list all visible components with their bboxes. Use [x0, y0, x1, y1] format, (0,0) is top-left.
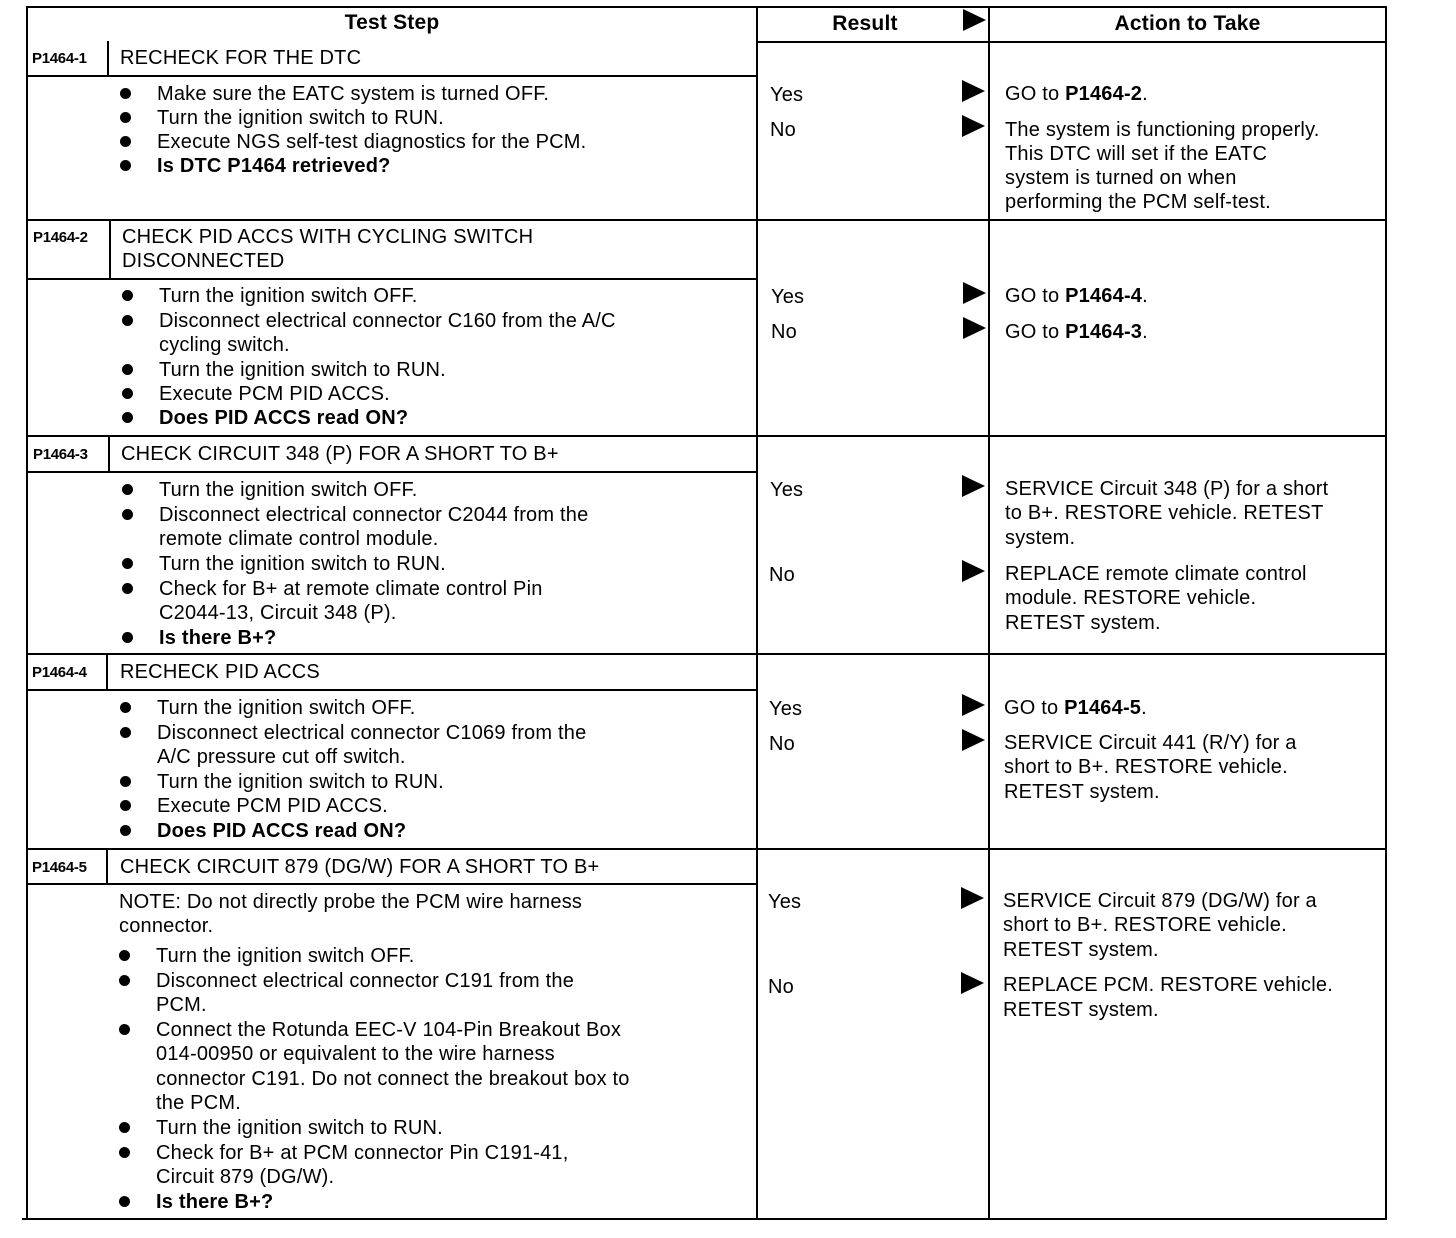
- bullet-text: Connect the Rotunda EEC-V 104-Pin Breakout Box: [156, 1019, 622, 1041]
- bullet-icon: [122, 509, 133, 520]
- header-arrow-icon: [963, 9, 986, 31]
- action-text: SERVICE Circuit 348 (P) for a short: [1005, 478, 1329, 500]
- step-reference: P1464-3: [1065, 321, 1143, 343]
- bullet-icon: [120, 136, 131, 147]
- action-column-divider: [988, 6, 990, 1220]
- step-code: P1464-1: [32, 50, 87, 67]
- step-code: P1464-3: [33, 446, 88, 463]
- step-code-divider: [109, 219, 111, 279]
- result-arrow-icon: [962, 115, 985, 137]
- action-text: system.: [1005, 527, 1076, 549]
- bullet-icon: [119, 975, 130, 986]
- bullet-text: 014-00950 or equivalent to the wire harness: [156, 1043, 555, 1065]
- note-text: NOTE: Do not directly probe the PCM wire harness: [119, 891, 583, 913]
- result-arrow-icon: [962, 729, 985, 751]
- step-reference: P1464-2: [1065, 83, 1143, 105]
- result-column-divider: [756, 6, 758, 1220]
- action-text: system is turned on when: [1005, 167, 1237, 189]
- bullet-question: Is there B+?: [156, 1191, 274, 1213]
- action-text: short to B+. RESTORE vehicle.: [1003, 914, 1287, 936]
- action-text: SERVICE Circuit 879 (DG/W) for a: [1003, 890, 1317, 912]
- bullet-text: PCM.: [156, 994, 207, 1016]
- step-title-underline: [26, 883, 756, 885]
- table-right-border: [1385, 6, 1387, 1220]
- step-title: DISCONNECTED: [122, 250, 285, 272]
- step-title-underline: [26, 471, 756, 473]
- result-no: No: [769, 733, 795, 755]
- bullet-text: Turn the ignition switch to RUN.: [159, 553, 446, 575]
- bullet-icon: [120, 702, 131, 713]
- header-action: Action to Take: [1114, 12, 1261, 35]
- bullet-text: Execute NGS self-test diagnostics for the PCM.: [157, 131, 587, 153]
- action-text: This DTC will set if the EATC: [1005, 143, 1268, 165]
- action-text: RETEST system.: [1005, 612, 1161, 634]
- action-text: REPLACE remote climate control: [1005, 563, 1307, 585]
- action-text: GO to P1464-2.: [1005, 83, 1148, 105]
- action-text: performing the PCM self-test.: [1005, 191, 1271, 213]
- step-code: P1464-2: [33, 229, 88, 246]
- result-no: No: [770, 119, 796, 141]
- bullet-icon: [122, 388, 133, 399]
- action-text: GO to P1464-4.: [1005, 285, 1148, 307]
- bullet-text: A/C pressure cut off switch.: [157, 746, 406, 768]
- step-code: P1464-4: [32, 664, 87, 681]
- header-test-step: Test Step: [344, 11, 440, 34]
- bullet-text: Turn the ignition switch OFF.: [156, 945, 415, 967]
- table-left-border: [26, 6, 28, 1220]
- bullet-question: Is DTC P1464 retrieved?: [157, 155, 391, 177]
- table-top-border: [27, 6, 1387, 8]
- step-title: RECHECK PID ACCS: [120, 661, 320, 683]
- action-text: RETEST system.: [1003, 939, 1159, 961]
- result-arrow-icon: [961, 887, 984, 909]
- bullet-text: Check for B+ at PCM connector Pin C191-41,: [156, 1142, 569, 1164]
- step-code-divider: [106, 848, 108, 884]
- bullet-text: Check for B+ at remote climate control Pin: [159, 578, 543, 600]
- action-text: GO to P1464-3.: [1005, 321, 1148, 343]
- bullet-text: Turn the ignition switch to RUN.: [159, 359, 446, 381]
- bullet-icon: [120, 825, 131, 836]
- bullet-text: connector C191. Do not connect the breakout box to: [156, 1068, 630, 1090]
- step-title-underline: [26, 75, 756, 77]
- result-arrow-icon: [962, 80, 985, 102]
- bullet-icon: [120, 776, 131, 787]
- result-no: No: [769, 564, 795, 586]
- bullet-question: Does PID ACCS read ON?: [157, 820, 407, 842]
- bullet-icon: [119, 1196, 130, 1207]
- bullet-text: Execute PCM PID ACCS.: [159, 383, 390, 405]
- step-code-divider: [108, 435, 110, 472]
- bullet-text: Turn the ignition switch OFF.: [157, 697, 416, 719]
- result-yes: Yes: [771, 286, 805, 308]
- step-code-divider: [106, 653, 108, 690]
- bullet-icon: [120, 112, 131, 123]
- header-bottom-border: [756, 41, 1386, 43]
- bullet-icon: [122, 632, 133, 643]
- step-title-underline: [26, 278, 756, 280]
- bullet-text: Turn the ignition switch to RUN.: [157, 107, 444, 129]
- result-arrow-icon: [962, 560, 985, 582]
- step-title: CHECK PID ACCS WITH CYCLING SWITCH: [122, 226, 534, 248]
- row-separator: [26, 435, 1386, 437]
- row-separator: [26, 848, 1386, 850]
- action-text: module. RESTORE vehicle.: [1005, 587, 1257, 609]
- action-text: SERVICE Circuit 441 (R/Y) for a: [1004, 732, 1297, 754]
- bullet-icon: [120, 800, 131, 811]
- bullet-icon: [119, 1024, 130, 1035]
- bullet-icon: [120, 727, 131, 738]
- bullet-text: Disconnect electrical connector C191 from the: [156, 970, 575, 992]
- result-arrow-icon: [962, 475, 985, 497]
- bullet-text: Disconnect electrical connector C1069 from the: [157, 722, 587, 744]
- row-separator: [26, 219, 1386, 221]
- bullet-icon: [122, 558, 133, 569]
- result-arrow-icon: [963, 282, 986, 304]
- action-text: to B+. RESTORE vehicle. RETEST: [1005, 502, 1324, 524]
- step-reference: P1464-5: [1064, 697, 1142, 719]
- bullet-text: C2044-13, Circuit 348 (P).: [159, 602, 397, 624]
- bullet-text: Disconnect electrical connector C160 from the A/C: [159, 310, 616, 332]
- action-text: RETEST system.: [1004, 781, 1160, 803]
- bullet-icon: [122, 364, 133, 375]
- bullet-icon: [119, 950, 130, 961]
- result-yes: Yes: [769, 698, 803, 720]
- result-arrow-icon: [961, 972, 984, 994]
- bullet-question: Is there B+?: [159, 627, 277, 649]
- bullet-icon: [120, 88, 131, 99]
- step-title: CHECK CIRCUIT 879 (DG/W) FOR A SHORT TO B+: [120, 856, 600, 878]
- bullet-icon: [119, 1122, 130, 1133]
- bullet-icon: [122, 484, 133, 495]
- bullet-icon: [122, 583, 133, 594]
- bullet-text: Make sure the EATC system is turned OFF.: [157, 83, 550, 105]
- bullet-text: Disconnect electrical connector C2044 from the: [159, 504, 589, 526]
- action-text: short to B+. RESTORE vehicle.: [1004, 756, 1288, 778]
- bullet-question: Does PID ACCS read ON?: [159, 407, 409, 429]
- bullet-text: remote climate control module.: [159, 528, 439, 550]
- bullet-icon: [120, 160, 131, 171]
- table-bottom-border: [22, 1218, 1386, 1220]
- step-title: RECHECK FOR THE DTC: [120, 47, 362, 69]
- bullet-text: Circuit 879 (DG/W).: [156, 1166, 335, 1188]
- action-text: The system is functioning properly.: [1005, 119, 1320, 141]
- bullet-text: Turn the ignition switch to RUN.: [157, 771, 444, 793]
- bullet-icon: [122, 315, 133, 326]
- bullet-text: cycling switch.: [159, 334, 290, 356]
- step-code-divider: [107, 41, 109, 76]
- step-title-underline: [26, 689, 756, 691]
- bullet-text: Turn the ignition switch to RUN.: [156, 1117, 443, 1139]
- result-arrow-icon: [962, 694, 985, 716]
- action-text: REPLACE PCM. RESTORE vehicle.: [1003, 974, 1333, 996]
- bullet-icon: [119, 1147, 130, 1158]
- result-yes: Yes: [770, 84, 804, 106]
- note-text: connector.: [119, 915, 214, 937]
- bullet-text: the PCM.: [156, 1092, 241, 1114]
- action-text: GO to P1464-5.: [1004, 697, 1147, 719]
- action-text: RETEST system.: [1003, 999, 1159, 1021]
- bullet-text: Turn the ignition switch OFF.: [159, 285, 418, 307]
- row-separator: [26, 653, 1386, 655]
- bullet-icon: [122, 290, 133, 301]
- result-no: No: [771, 321, 797, 343]
- result-arrow-icon: [963, 317, 986, 339]
- result-no: No: [768, 976, 794, 998]
- bullet-text: Execute PCM PID ACCS.: [157, 795, 388, 817]
- step-code: P1464-5: [32, 859, 87, 876]
- step-title: CHECK CIRCUIT 348 (P) FOR A SHORT TO B+: [121, 443, 559, 465]
- bullet-text: Turn the ignition switch OFF.: [159, 479, 418, 501]
- bullet-icon: [122, 412, 133, 423]
- step-reference: P1464-4: [1065, 285, 1143, 307]
- result-yes: Yes: [770, 479, 804, 501]
- header-result: Result: [832, 12, 898, 35]
- result-yes: Yes: [768, 891, 802, 913]
